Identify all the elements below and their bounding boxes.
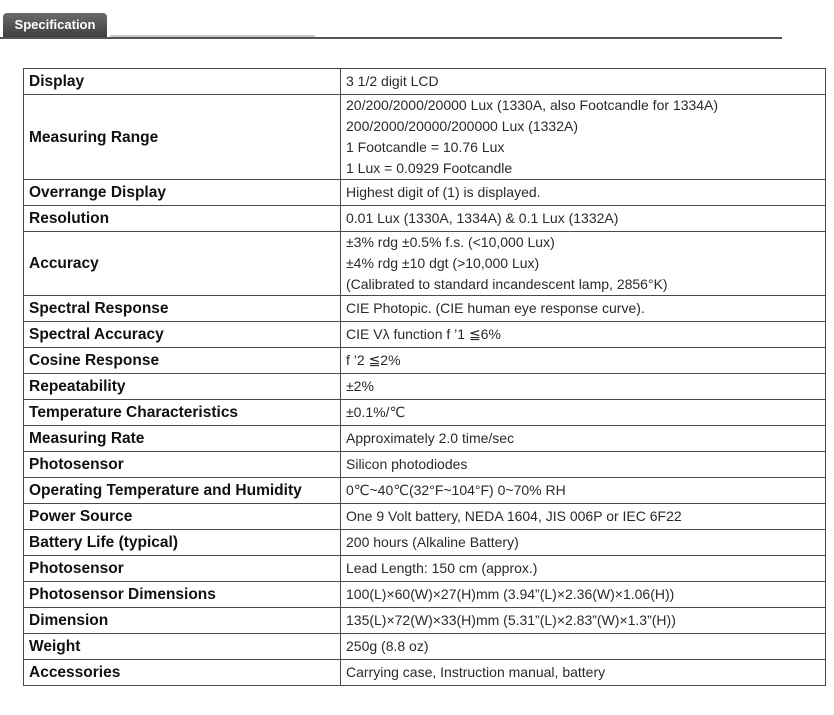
spec-label: Temperature Characteristics — [24, 400, 341, 426]
spec-label: Spectral Response — [24, 296, 341, 322]
spec-value-line: 250g (8.8 oz) — [346, 638, 429, 654]
table-row — [24, 296, 826, 322]
spec-value-line: One 9 Volt battery, NEDA 1604, JIS 006P or IEC 6F22 — [346, 508, 682, 524]
spec-value — [341, 504, 826, 530]
spec-value — [341, 608, 826, 634]
spec-value-line: Approximately 2.0 time/sec — [346, 430, 515, 446]
spec-label: Overrange Display — [24, 180, 341, 206]
spec-value-line: Carrying case, Instruction manual, battery — [346, 664, 606, 680]
spec-value-line: 200/2000/20000/200000 Lux (1332A) — [346, 118, 578, 134]
spec-value — [341, 556, 826, 582]
table-row — [24, 95, 826, 180]
table-row — [24, 374, 826, 400]
spec-label: Cosine Response — [24, 348, 341, 374]
spec-value — [341, 374, 826, 400]
spec-value — [341, 582, 826, 608]
spec-value-line: Silicon photodiodes — [346, 456, 468, 472]
spec-value-line: ±2% — [346, 378, 374, 394]
spec-label: Accessories — [24, 660, 341, 686]
tab-specification[interactable]: Specification — [3, 13, 107, 37]
table-row — [24, 348, 826, 374]
table-row — [24, 400, 826, 426]
table-row — [24, 608, 826, 634]
spec-value-line: 0.01 Lux (1330A, 1334A) & 0.1 Lux (1332A) — [346, 210, 619, 226]
spec-label: Display — [24, 69, 341, 95]
spec-value — [341, 530, 826, 556]
table-row — [24, 206, 826, 232]
table-row — [24, 69, 826, 95]
spec-label: Operating Temperature and Humidity — [24, 478, 341, 504]
spec-value — [341, 660, 826, 686]
spec-label: Dimension — [24, 608, 341, 634]
spec-value — [341, 634, 826, 660]
spec-value — [341, 322, 826, 348]
table-row — [24, 478, 826, 504]
spec-value — [341, 180, 826, 206]
table-row — [24, 582, 826, 608]
specification-table-body — [24, 69, 826, 686]
table-row — [24, 452, 826, 478]
spec-value-line: f ’2 ≦2% — [346, 352, 401, 368]
spec-label: Photosensor Dimensions — [24, 582, 341, 608]
spec-value — [341, 452, 826, 478]
spec-value — [341, 296, 826, 322]
spec-label: Spectral Accuracy — [24, 322, 341, 348]
spec-value — [341, 478, 826, 504]
spec-value-line: (Calibrated to standard incandescent lamp, 2856°K) — [346, 276, 668, 292]
tab-divider — [0, 37, 782, 39]
spec-label: Photosensor — [24, 452, 341, 478]
table-row — [24, 530, 826, 556]
spec-value-line: 3 1/2 digit LCD — [346, 73, 439, 89]
spec-value-line: CIE Photopic. (CIE human eye response curve). — [346, 300, 645, 316]
spec-value-line: ±3% rdg ±0.5% f.s. (<10,000 Lux) — [346, 234, 555, 250]
spec-label: Accuracy — [24, 232, 341, 296]
tab-bar — [0, 0, 782, 39]
spec-value — [341, 426, 826, 452]
table-row — [24, 180, 826, 206]
spec-value-line: 100(L)×60(W)×27(H)mm (3.94”(L)×2.36(W)×1.06(H)) — [346, 586, 675, 602]
spec-label: Power Source — [24, 504, 341, 530]
spec-value-line: 20/200/2000/20000 Lux (1330A, also Footcandle for 1334A) — [346, 97, 719, 113]
table-row — [24, 634, 826, 660]
spec-value-line: ±0.1%/℃ — [346, 404, 406, 420]
spec-label: Weight — [24, 634, 341, 660]
spec-value — [341, 400, 826, 426]
table-row — [24, 504, 826, 530]
spec-value-line: ±4% rdg ±10 dgt (>10,000 Lux) — [346, 255, 540, 271]
spec-value — [341, 348, 826, 374]
spec-value-line: 1 Footcandle = 10.76 Lux — [346, 139, 505, 155]
table-row — [24, 660, 826, 686]
spec-value — [341, 232, 826, 296]
spec-value — [341, 69, 826, 95]
table-row — [24, 556, 826, 582]
table-row — [24, 322, 826, 348]
table-row — [24, 426, 826, 452]
spec-value — [341, 206, 826, 232]
specification-table — [23, 68, 826, 686]
spec-value-line: 1 Lux = 0.0929 Footcandle — [346, 160, 513, 176]
table-row — [24, 232, 826, 296]
spec-value — [341, 95, 826, 180]
spec-label: Battery Life (typical) — [24, 530, 341, 556]
spec-label: Measuring Range — [24, 95, 341, 180]
spec-value-line: 0℃~40℃(32°F~104°F) 0~70% RH — [346, 482, 566, 498]
spec-value-line: 200 hours (Alkaline Battery) — [346, 534, 519, 550]
spec-label: Repeatability — [24, 374, 341, 400]
spec-value-line: CIE Vλ function f ’1 ≦6% — [346, 326, 501, 342]
spec-value-line: Lead Length: 150 cm (approx.) — [346, 560, 538, 576]
spec-value-line: 135(L)×72(W)×33(H)mm (5.31”(L)×2.83”(W)×1.3”(H)) — [346, 612, 676, 628]
spec-value-line: Highest digit of (1) is displayed. — [346, 184, 541, 200]
spec-label: Resolution — [24, 206, 341, 232]
spec-label: Measuring Rate — [24, 426, 341, 452]
spec-label: Photosensor — [24, 556, 341, 582]
